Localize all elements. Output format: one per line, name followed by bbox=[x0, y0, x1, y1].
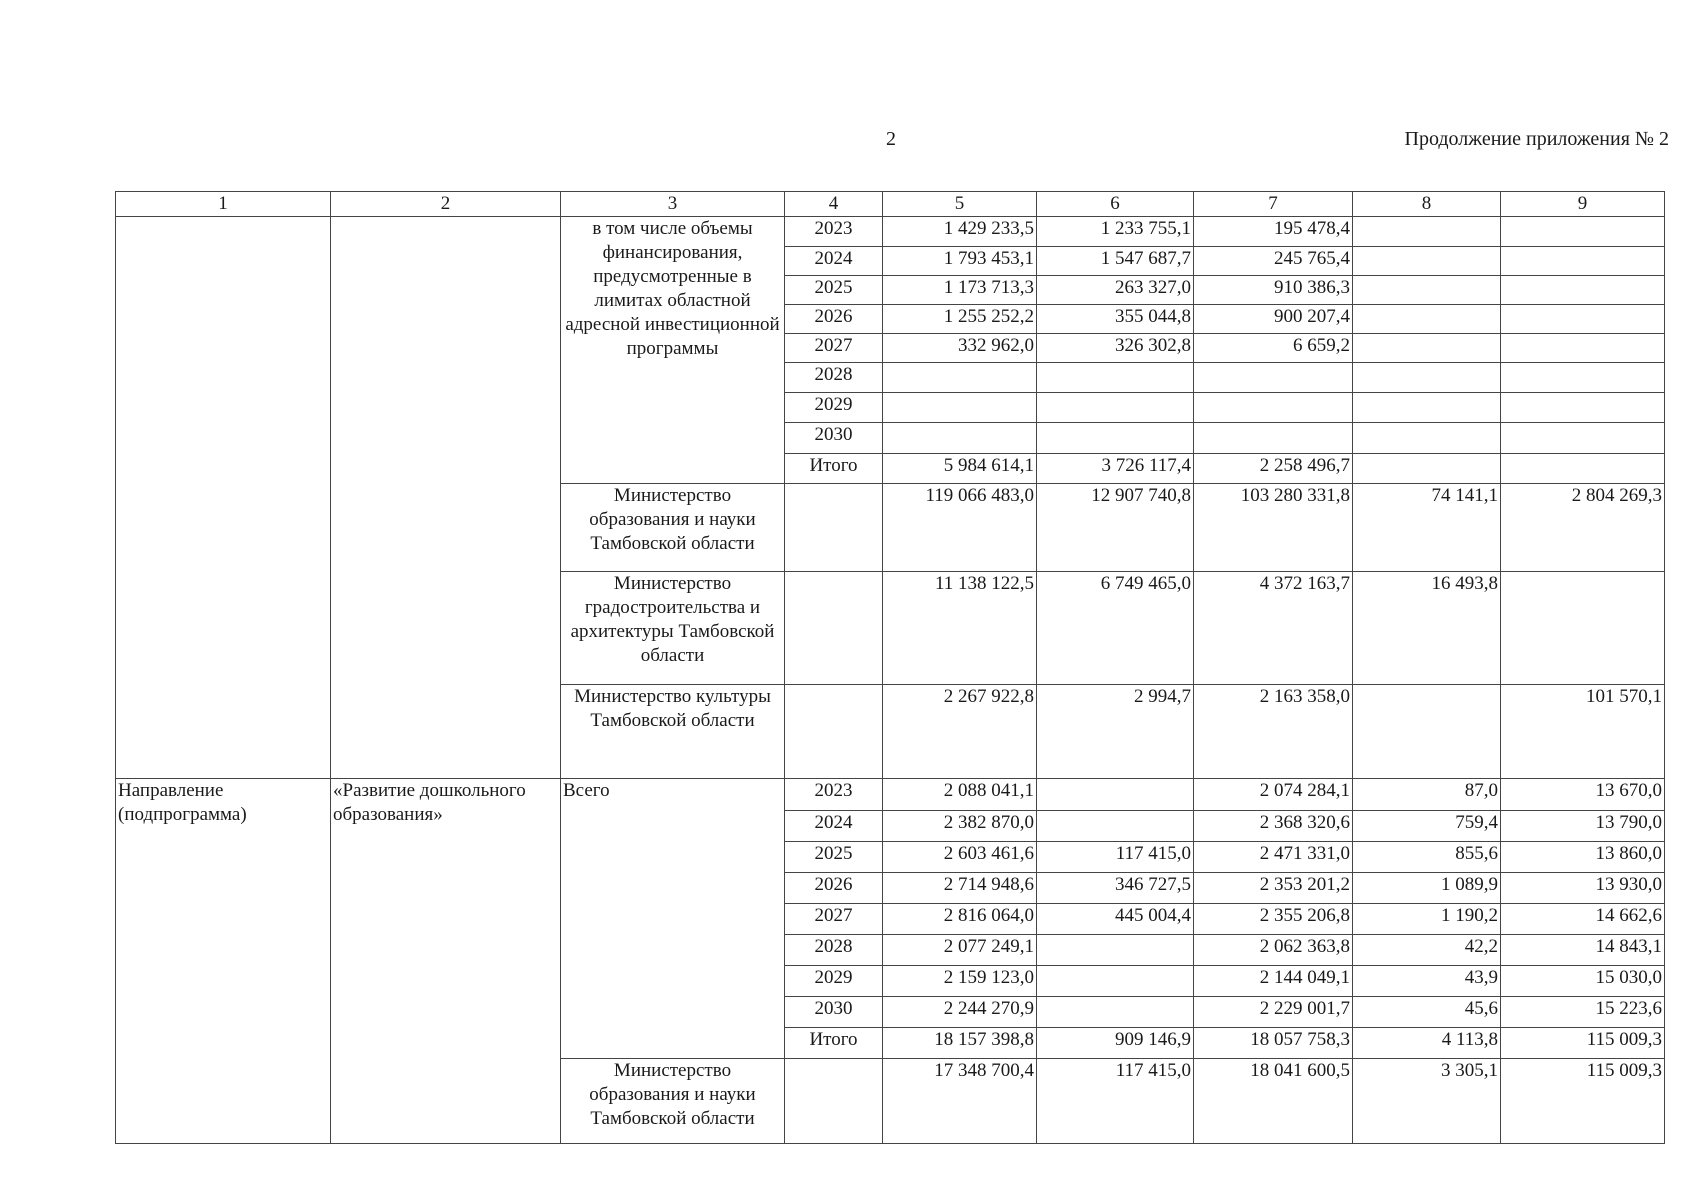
value-cell: 2 994,7 bbox=[1037, 685, 1194, 779]
value-cell: 13 790,0 bbox=[1501, 811, 1665, 842]
value-cell: 2 816 064,0 bbox=[883, 904, 1037, 935]
value-cell: 2 088 041,1 bbox=[883, 779, 1037, 811]
value-cell: 2 353 201,2 bbox=[1194, 873, 1353, 904]
column-header: 1 bbox=[116, 192, 331, 217]
funding-category-label: в том числе объемы финансирования, предусмотренные в лимитах областной адресной инвестиционной программы bbox=[561, 217, 785, 484]
value-cell: 1 190,2 bbox=[1353, 904, 1501, 935]
page-number: 2 bbox=[886, 128, 896, 150]
empty-cell bbox=[331, 217, 561, 779]
value-cell: 2 471 331,0 bbox=[1194, 842, 1353, 873]
value-cell: 2 267 922,8 bbox=[883, 685, 1037, 779]
value-cell: 18 157 398,8 bbox=[883, 1028, 1037, 1059]
subprogram-name: «Развитие дошкольного образования» bbox=[331, 779, 561, 1144]
value-cell: 13 670,0 bbox=[1501, 779, 1665, 811]
column-header: 2 bbox=[331, 192, 561, 217]
value-cell: 2 159 123,0 bbox=[883, 966, 1037, 997]
value-cell: 119 066 483,0 bbox=[883, 484, 1037, 572]
year-cell: 2023 bbox=[785, 779, 883, 811]
value-cell bbox=[1037, 423, 1194, 454]
value-cell: 4 113,8 bbox=[1353, 1028, 1501, 1059]
value-cell bbox=[1353, 217, 1501, 247]
value-cell: 5 984 614,1 bbox=[883, 454, 1037, 484]
value-cell bbox=[1353, 247, 1501, 276]
year-cell: 2026 bbox=[785, 873, 883, 904]
value-cell bbox=[1353, 363, 1501, 393]
value-cell bbox=[883, 423, 1037, 454]
value-cell bbox=[1501, 247, 1665, 276]
value-cell: 13 860,0 bbox=[1501, 842, 1665, 873]
value-cell: 115 009,3 bbox=[1501, 1059, 1665, 1144]
empty-cell bbox=[785, 572, 883, 685]
value-cell: 2 062 363,8 bbox=[1194, 935, 1353, 966]
value-cell bbox=[1037, 393, 1194, 423]
value-cell bbox=[1501, 276, 1665, 305]
year-cell: 2024 bbox=[785, 247, 883, 276]
value-cell: 1 255 252,2 bbox=[883, 305, 1037, 334]
empty-cell bbox=[785, 484, 883, 572]
total-label: Итого bbox=[785, 454, 883, 484]
column-header: 9 bbox=[1501, 192, 1665, 217]
value-cell: 43,9 bbox=[1353, 966, 1501, 997]
ministry-name: Министерство образования и науки Тамбовской области bbox=[561, 484, 785, 572]
value-cell bbox=[1037, 811, 1194, 842]
total-label: Итого bbox=[785, 1028, 883, 1059]
value-cell bbox=[1501, 305, 1665, 334]
year-cell: 2025 bbox=[785, 276, 883, 305]
value-cell: 2 714 948,6 bbox=[883, 873, 1037, 904]
value-cell: 445 004,4 bbox=[1037, 904, 1194, 935]
value-cell: 900 207,4 bbox=[1194, 305, 1353, 334]
value-cell: 855,6 bbox=[1353, 842, 1501, 873]
value-cell: 11 138 122,5 bbox=[883, 572, 1037, 685]
value-cell: 13 930,0 bbox=[1501, 873, 1665, 904]
value-cell: 263 327,0 bbox=[1037, 276, 1194, 305]
value-cell: 45,6 bbox=[1353, 997, 1501, 1028]
value-cell: 2 229 001,7 bbox=[1194, 997, 1353, 1028]
value-cell bbox=[1353, 685, 1501, 779]
value-cell bbox=[883, 363, 1037, 393]
value-cell: 2 074 284,1 bbox=[1194, 779, 1353, 811]
value-cell bbox=[1353, 454, 1501, 484]
value-cell bbox=[883, 393, 1037, 423]
table-row bbox=[116, 217, 1665, 247]
value-cell: 1 547 687,7 bbox=[1037, 247, 1194, 276]
column-number-row bbox=[116, 192, 1665, 217]
empty-cell bbox=[116, 217, 331, 779]
column-header: 5 bbox=[883, 192, 1037, 217]
value-cell bbox=[1037, 997, 1194, 1028]
value-cell bbox=[1353, 393, 1501, 423]
year-cell: 2028 bbox=[785, 935, 883, 966]
year-cell: 2026 bbox=[785, 305, 883, 334]
value-cell: 1 429 233,5 bbox=[883, 217, 1037, 247]
value-cell bbox=[1037, 363, 1194, 393]
value-cell: 2 244 270,9 bbox=[883, 997, 1037, 1028]
value-cell: 1 233 755,1 bbox=[1037, 217, 1194, 247]
value-cell bbox=[1501, 334, 1665, 363]
value-cell bbox=[1501, 393, 1665, 423]
value-cell: 2 804 269,3 bbox=[1501, 484, 1665, 572]
value-cell: 1 793 453,1 bbox=[883, 247, 1037, 276]
year-cell: 2024 bbox=[785, 811, 883, 842]
year-cell: 2029 bbox=[785, 393, 883, 423]
column-header: 6 bbox=[1037, 192, 1194, 217]
ministry-name: Министерство градостроительства и архитектуры Тамбовской области bbox=[561, 572, 785, 685]
value-cell: 245 765,4 bbox=[1194, 247, 1353, 276]
year-cell: 2028 bbox=[785, 363, 883, 393]
value-cell bbox=[1501, 423, 1665, 454]
value-cell: 2 144 049,1 bbox=[1194, 966, 1353, 997]
value-cell bbox=[1194, 363, 1353, 393]
value-cell: 3 726 117,4 bbox=[1037, 454, 1194, 484]
value-cell: 101 570,1 bbox=[1501, 685, 1665, 779]
empty-cell bbox=[785, 1059, 883, 1144]
value-cell bbox=[1353, 305, 1501, 334]
value-cell: 42,2 bbox=[1353, 935, 1501, 966]
value-cell: 2 382 870,0 bbox=[883, 811, 1037, 842]
value-cell: 2 258 496,7 bbox=[1194, 454, 1353, 484]
value-cell: 2 368 320,6 bbox=[1194, 811, 1353, 842]
value-cell bbox=[1501, 572, 1665, 685]
value-cell: 12 907 740,8 bbox=[1037, 484, 1194, 572]
value-cell: 15 223,6 bbox=[1501, 997, 1665, 1028]
value-cell: 195 478,4 bbox=[1194, 217, 1353, 247]
value-cell: 74 141,1 bbox=[1353, 484, 1501, 572]
year-cell: 2030 bbox=[785, 423, 883, 454]
financing-table bbox=[115, 191, 1665, 1144]
value-cell: 2 355 206,8 bbox=[1194, 904, 1353, 935]
value-cell: 15 030,0 bbox=[1501, 966, 1665, 997]
value-cell: 355 044,8 bbox=[1037, 305, 1194, 334]
value-cell bbox=[1037, 966, 1194, 997]
value-cell: 16 493,8 bbox=[1353, 572, 1501, 685]
value-cell: 332 962,0 bbox=[883, 334, 1037, 363]
value-cell: 18 041 600,5 bbox=[1194, 1059, 1353, 1144]
year-cell: 2029 bbox=[785, 966, 883, 997]
value-cell bbox=[1501, 363, 1665, 393]
value-cell: 117 415,0 bbox=[1037, 1059, 1194, 1144]
column-header: 7 bbox=[1194, 192, 1353, 217]
year-cell: 2025 bbox=[785, 842, 883, 873]
value-cell bbox=[1037, 779, 1194, 811]
value-cell: 326 302,8 bbox=[1037, 334, 1194, 363]
value-cell bbox=[1353, 276, 1501, 305]
value-cell: 17 348 700,4 bbox=[883, 1059, 1037, 1144]
value-cell: 87,0 bbox=[1353, 779, 1501, 811]
empty-cell bbox=[785, 685, 883, 779]
value-cell bbox=[1353, 423, 1501, 454]
value-cell: 2 163 358,0 bbox=[1194, 685, 1353, 779]
value-cell: 3 305,1 bbox=[1353, 1059, 1501, 1144]
year-cell: 2027 bbox=[785, 904, 883, 935]
value-cell: 4 372 163,7 bbox=[1194, 572, 1353, 685]
value-cell: 6 749 465,0 bbox=[1037, 572, 1194, 685]
value-cell: 18 057 758,3 bbox=[1194, 1028, 1353, 1059]
value-cell bbox=[1353, 334, 1501, 363]
value-cell bbox=[1501, 217, 1665, 247]
column-header: 4 bbox=[785, 192, 883, 217]
column-header: 8 bbox=[1353, 192, 1501, 217]
value-cell bbox=[1501, 454, 1665, 484]
value-cell: 346 727,5 bbox=[1037, 873, 1194, 904]
value-cell bbox=[1194, 423, 1353, 454]
value-cell bbox=[1037, 935, 1194, 966]
appendix-continuation-note: Продолжение приложения № 2 bbox=[1404, 128, 1669, 150]
direction-label: Направление (подпрограмма) bbox=[116, 779, 331, 1144]
year-cell: 2023 bbox=[785, 217, 883, 247]
value-cell: 14 662,6 bbox=[1501, 904, 1665, 935]
value-cell: 759,4 bbox=[1353, 811, 1501, 842]
year-cell: 2027 bbox=[785, 334, 883, 363]
value-cell: 6 659,2 bbox=[1194, 334, 1353, 363]
column-header: 3 bbox=[561, 192, 785, 217]
year-cell: 2030 bbox=[785, 997, 883, 1028]
value-cell: 1 173 713,3 bbox=[883, 276, 1037, 305]
value-cell: 910 386,3 bbox=[1194, 276, 1353, 305]
value-cell: 2 603 461,6 bbox=[883, 842, 1037, 873]
value-cell: 14 843,1 bbox=[1501, 935, 1665, 966]
value-cell: 103 280 331,8 bbox=[1194, 484, 1353, 572]
value-cell: 909 146,9 bbox=[1037, 1028, 1194, 1059]
ministry-name: Министерство образования и науки Тамбовской области bbox=[561, 1059, 785, 1144]
funding-category-label: Всего bbox=[561, 779, 785, 1059]
value-cell: 117 415,0 bbox=[1037, 842, 1194, 873]
value-cell: 115 009,3 bbox=[1501, 1028, 1665, 1059]
ministry-name: Министерство культуры Тамбовской области bbox=[561, 685, 785, 779]
table-row bbox=[116, 779, 1665, 811]
value-cell: 2 077 249,1 bbox=[883, 935, 1037, 966]
value-cell: 1 089,9 bbox=[1353, 873, 1501, 904]
value-cell bbox=[1194, 393, 1353, 423]
